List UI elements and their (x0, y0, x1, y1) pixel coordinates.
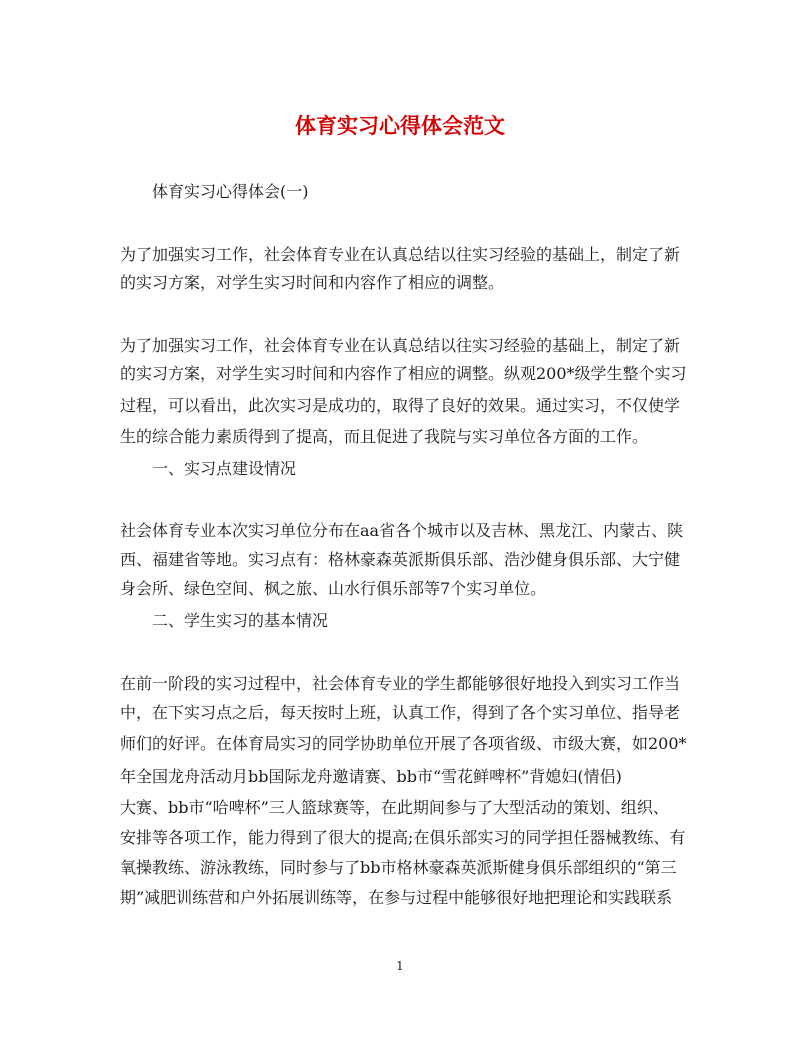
paragraph-4-line-1: 在前一阶段的实习过程中，社会体育专业的学生都能够很好地投入到实习工作当 (120, 674, 681, 693)
paragraph-1-line-1: 为了加强实习工作，社会体育专业在认真总结以往实习经验的基础上，制定了新 (120, 245, 681, 264)
section-heading-1: 一、实习点建设情况 (152, 459, 297, 478)
paragraph-4-line-7: 氧操教练、游泳教练，同时参与了bb市格林豪森英派斯健身俱乐部组织的“第三 (120, 858, 677, 877)
paragraph-4-line-6: 安排等各项工作，能力得到了很大的提高;在俱乐部实习的同学担任器械教练、有 (120, 828, 686, 847)
paragraph-2-line-3: 过程，可以看出，此次实习是成功的，取得了良好的效果。通过实习，不仅使学 (120, 396, 681, 415)
paragraph-2-line-2: 的实习方案，对学生实习时间和内容作了相应的调整。纵观200*级学生整个实习 (120, 364, 687, 383)
subtitle: 体育实习心得体会(一) (152, 182, 309, 201)
paragraph-2-line-1: 为了加强实习工作，社会体育专业在认真总结以往实习经验的基础上，制定了新 (120, 336, 681, 355)
page-number: 1 (396, 959, 404, 973)
paragraph-4-line-8: 期”减肥训练营和户外拓展训练等，在参与过程中能够很好地把理论和实践联系 (120, 888, 673, 907)
paragraph-3-line-3: 身会所、绿色空间、枫之旅、山水行俱乐部等7个实习单位。 (120, 579, 547, 598)
paragraph-4-line-2: 中，在下实习点之后，每天按时上班，认真工作，得到了各个实习单位、指导老 (120, 703, 681, 722)
paragraph-4-line-5: 大赛、bb市“哈啤杯”三人篮球赛等，在此期间参与了大型活动的策划、组织、 (120, 798, 669, 817)
section-heading-2: 二、学生实习的基本情况 (152, 611, 329, 630)
paragraph-4-line-4: 年全国龙舟活动月bb国际龙舟邀请赛、bb市“雪花鲜啤杯”背媳妇(情侣) (120, 767, 622, 786)
paragraph-3-line-2: 西、福建省等地。实习点有：格林豪森英派斯俱乐部、浩沙健身俱乐部、大宁健 (120, 550, 681, 569)
document-title: 体育实习心得体会范文 (295, 113, 505, 138)
paragraph-3-line-1: 社会体育专业本次实习单位分布在aa省各个城市以及吉林、黑龙江、内蒙古、陕 (120, 521, 684, 540)
paragraph-1-line-2: 的实习方案，对学生实习时间和内容作了相应的调整。 (120, 273, 505, 292)
paragraph-4-line-3: 师们的好评。在体育局实习的同学协助单位开展了各项省级、市级大赛，如200* (120, 734, 687, 753)
paragraph-2-line-4: 生的综合能力素质得到了提高，而且促进了我院与实习单位各方面的工作。 (120, 427, 649, 446)
